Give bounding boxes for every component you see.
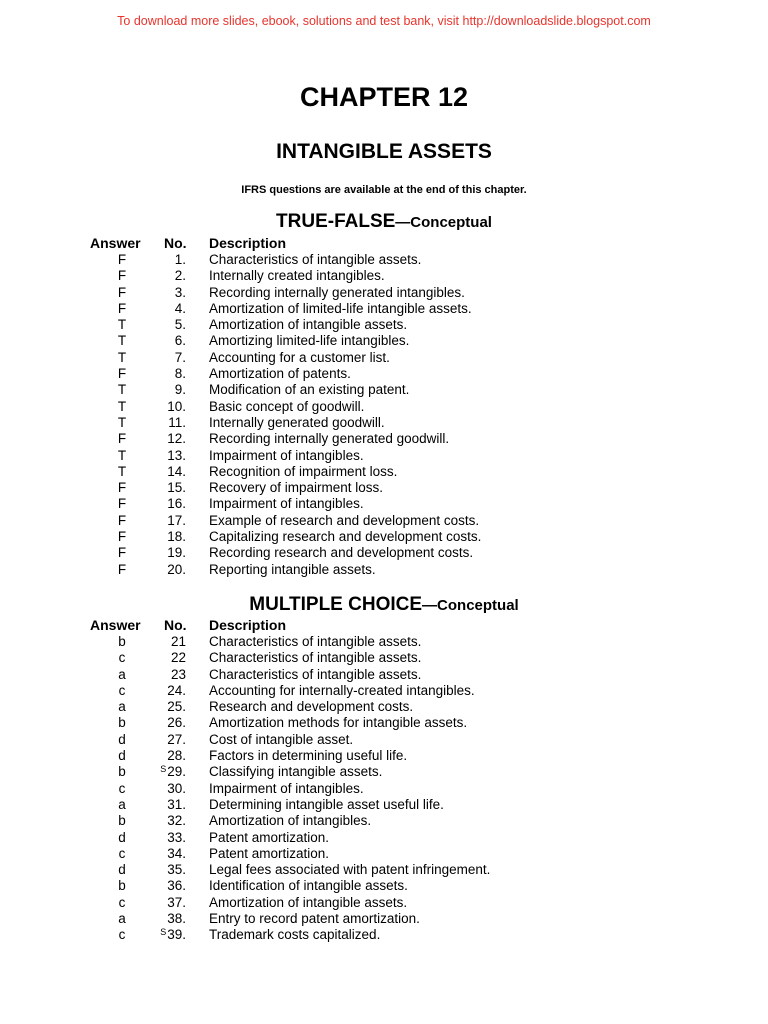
answer-cell: d — [118, 731, 126, 747]
question-number-cell — [140, 545, 186, 561]
table-row — [0, 846, 768, 862]
description-cell: Recording internally generated goodwill. — [209, 431, 450, 447]
question-number: 28. — [167, 748, 186, 764]
description-cell: Recovery of impairment loss. — [209, 480, 384, 496]
answer-cell: b — [118, 878, 126, 894]
description-header: Description — [209, 235, 287, 251]
question-number: 10. — [167, 398, 186, 414]
answer-cell: T — [117, 414, 127, 430]
table-row — [0, 268, 768, 284]
table-row — [0, 764, 768, 780]
description-cell: Capitalizing research and development costs. — [209, 529, 482, 545]
answer-cell: d — [118, 862, 126, 878]
description-cell: Accounting for a customer list. — [209, 349, 390, 365]
description-cell: Recording research and development costs. — [209, 545, 474, 561]
question-number: 36. — [167, 878, 186, 894]
table-row — [0, 748, 768, 764]
ifrs-note: IFRS questions are available at the end of this chapter. — [241, 184, 527, 196]
question-number-cell — [140, 634, 186, 650]
description-cell: Example of research and development costs. — [209, 512, 480, 528]
question-number: 11. — [168, 414, 186, 430]
answer-header: Answer — [90, 235, 141, 251]
table-row — [0, 797, 768, 813]
question-number-cell — [140, 448, 186, 464]
table-header — [0, 617, 768, 634]
answer-cell: c — [118, 650, 126, 666]
table-row — [0, 464, 768, 480]
answer-cell: a — [118, 666, 126, 682]
answer-cell: T — [117, 317, 127, 333]
question-number-cell — [140, 927, 186, 943]
table-row — [0, 634, 768, 650]
true-false-title: TRUE-FALSE — [276, 211, 396, 232]
table-row — [0, 781, 768, 797]
table-row — [0, 252, 768, 268]
description-cell: Factors in determining useful life. — [209, 748, 408, 764]
question-number: 27. — [167, 731, 186, 747]
description-cell: Amortization of limited-life intangible assets. — [209, 300, 472, 316]
true-false-table — [0, 235, 768, 578]
answer-cell: T — [117, 463, 127, 479]
multiple-choice-table — [0, 617, 768, 944]
table-row — [0, 699, 768, 715]
question-number: 37. — [167, 894, 186, 910]
supplement-marker: S — [160, 927, 167, 938]
answer-cell: F — [117, 252, 127, 267]
number-header: No. — [164, 235, 187, 251]
question-number-cell — [140, 562, 186, 578]
question-number: 25. — [167, 699, 186, 715]
question-number-cell — [140, 830, 186, 846]
answer-cell: c — [118, 780, 126, 796]
number-header: No. — [164, 617, 187, 633]
question-number: 8. — [174, 366, 186, 382]
table-row — [0, 683, 768, 699]
question-number: 24. — [167, 682, 186, 698]
answer-cell: d — [118, 748, 126, 764]
question-number-cell — [140, 862, 186, 878]
question-number: 20. — [167, 561, 186, 577]
answer-cell: b — [118, 715, 126, 731]
description-cell: Classifying intangible assets. — [209, 764, 383, 780]
chapter-title: CHAPTER 12 — [299, 82, 469, 112]
answer-cell: c — [118, 845, 126, 861]
answer-cell: a — [118, 911, 126, 927]
description-cell: Impairment of intangibles. — [209, 496, 364, 512]
description-cell: Characteristics of intangible assets. — [209, 634, 422, 649]
question-number-cell — [140, 285, 186, 301]
question-number: 18. — [167, 529, 186, 545]
question-number: 30. — [167, 780, 186, 796]
answer-cell: c — [118, 927, 126, 943]
question-number-cell — [140, 366, 186, 382]
multiple-choice-heading — [0, 594, 768, 616]
description-header: Description — [209, 617, 287, 633]
description-cell: Determining intangible asset useful life. — [209, 796, 444, 812]
answer-cell: F — [117, 496, 127, 512]
answer-cell: T — [117, 382, 127, 398]
answer-cell: F — [117, 480, 127, 496]
question-number: 17. — [167, 512, 186, 528]
table-row — [0, 562, 768, 578]
question-number: 21 — [170, 634, 186, 649]
description-cell: Characteristics of intangible assets. — [209, 252, 422, 267]
question-number-cell — [140, 513, 186, 529]
question-number-cell — [140, 529, 186, 545]
question-number: 34. — [167, 845, 186, 861]
answer-cell: F — [117, 545, 127, 561]
answer-cell: F — [117, 300, 127, 316]
question-number-cell — [140, 350, 186, 366]
table-row — [0, 285, 768, 301]
question-number-cell — [140, 781, 186, 797]
description-cell: Identification of intangible assets. — [209, 878, 408, 894]
table-row — [0, 830, 768, 846]
answer-cell: c — [118, 682, 126, 698]
table-row — [0, 650, 768, 666]
question-number: 22 — [170, 650, 186, 666]
question-number: 9. — [174, 382, 186, 398]
description-cell: Amortization methods for intangible assets. — [209, 715, 468, 731]
question-number-cell — [140, 748, 186, 764]
description-cell: Legal fees associated with patent infringement. — [209, 862, 491, 878]
question-number-cell — [140, 415, 186, 431]
download-banner: To download more slides, ebook, solutions and test bank, visit http://downloadslide.blogspot.com — [117, 14, 651, 28]
question-number-cell — [140, 496, 186, 512]
description-cell: Research and development costs. — [209, 699, 414, 715]
table-row — [0, 895, 768, 911]
question-number: 1. — [174, 252, 186, 267]
question-number: 19. — [167, 545, 186, 561]
answer-cell: d — [118, 829, 126, 845]
question-number: 29. — [167, 764, 186, 780]
true-false-subtitle: —Conceptual — [395, 214, 492, 231]
question-number: 15. — [167, 480, 186, 496]
question-number: 2. — [174, 268, 186, 284]
answer-cell: a — [118, 699, 126, 715]
question-number-cell — [140, 797, 186, 813]
answer-cell: F — [117, 431, 127, 447]
table-row — [0, 529, 768, 545]
description-cell: Trademark costs capitalized. — [209, 927, 381, 943]
question-number: 35. — [167, 862, 186, 878]
question-number: 23 — [170, 666, 186, 682]
answer-cell: F — [117, 512, 127, 528]
answer-cell: T — [117, 333, 127, 349]
answer-cell: T — [117, 398, 127, 414]
table-row — [0, 366, 768, 382]
answer-cell: F — [117, 561, 127, 577]
question-number: 14. — [167, 463, 186, 479]
question-number: 16. — [167, 496, 186, 512]
description-cell: Amortization of intangible assets. — [209, 894, 408, 910]
question-number: 32. — [167, 813, 186, 829]
table-row — [0, 496, 768, 512]
question-number-cell — [140, 667, 186, 683]
table-row — [0, 301, 768, 317]
question-number-cell — [140, 252, 186, 268]
question-number: 26. — [167, 715, 186, 731]
table-row — [0, 715, 768, 731]
description-cell: Patent amortization. — [209, 829, 330, 845]
question-number-cell — [140, 464, 186, 480]
description-cell: Reporting intangible assets. — [209, 561, 376, 577]
question-number: 12. — [167, 431, 186, 447]
description-cell: Impairment of intangibles. — [209, 780, 364, 796]
question-number: 39. — [167, 927, 186, 943]
table-row — [0, 317, 768, 333]
table-row — [0, 878, 768, 894]
question-number-cell — [140, 382, 186, 398]
question-number-cell — [140, 764, 186, 780]
answer-cell: F — [117, 284, 127, 300]
answer-cell: b — [118, 813, 126, 829]
answer-cell: F — [117, 366, 127, 382]
question-number-cell — [140, 317, 186, 333]
answer-cell: b — [118, 764, 126, 780]
question-number-cell — [140, 480, 186, 496]
chapter-subtitle: INTANGIBLE ASSETS — [276, 140, 492, 163]
question-number-cell — [140, 301, 186, 317]
table-row — [0, 350, 768, 366]
description-cell: Recognition of impairment loss. — [209, 463, 398, 479]
description-cell: Internally generated goodwill. — [209, 414, 385, 430]
description-cell: Entry to record patent amortization. — [209, 911, 420, 927]
table-row — [0, 927, 768, 943]
multiple-choice-title: MULTIPLE CHOICE — [249, 594, 423, 615]
question-number-cell — [140, 268, 186, 284]
description-cell: Amortizing limited-life intangibles. — [209, 333, 410, 349]
answer-cell: b — [118, 634, 126, 649]
table-row — [0, 415, 768, 431]
question-number: 4. — [174, 300, 186, 316]
answer-cell: T — [117, 349, 127, 365]
description-cell: Characteristics of intangible assets. — [209, 650, 422, 666]
table-row — [0, 545, 768, 561]
true-false-heading — [0, 211, 768, 233]
description-cell: Cost of intangible asset. — [209, 731, 354, 747]
answer-cell: T — [117, 447, 127, 463]
question-number: 5. — [174, 317, 186, 333]
description-cell: Amortization of intangible assets. — [209, 317, 408, 333]
table-row — [0, 480, 768, 496]
answer-cell: F — [117, 268, 127, 284]
table-row — [0, 732, 768, 748]
description-cell: Basic concept of goodwill. — [209, 398, 365, 414]
question-number-cell — [140, 732, 186, 748]
table-header — [0, 235, 768, 252]
question-number-cell — [140, 911, 186, 927]
multiple-choice-subtitle: —Conceptual — [422, 597, 519, 614]
question-number-cell — [140, 813, 186, 829]
table-row — [0, 667, 768, 683]
question-number-cell — [140, 699, 186, 715]
table-row — [0, 513, 768, 529]
question-number-cell — [140, 650, 186, 666]
description-cell: Internally created intangibles. — [209, 268, 385, 284]
answer-cell: F — [117, 529, 127, 545]
question-number-cell — [140, 333, 186, 349]
question-number: 6. — [174, 333, 186, 349]
description-cell: Impairment of intangibles. — [209, 447, 364, 463]
question-number: 38. — [167, 911, 186, 927]
table-row — [0, 399, 768, 415]
table-row — [0, 813, 768, 829]
question-number-cell — [140, 683, 186, 699]
description-cell: Characteristics of intangible assets. — [209, 666, 422, 682]
supplement-marker: S — [160, 764, 167, 775]
answer-header: Answer — [90, 617, 141, 633]
table-row — [0, 333, 768, 349]
description-cell: Modification of an existing patent. — [209, 382, 410, 398]
table-row — [0, 911, 768, 927]
question-number: 7. — [174, 349, 186, 365]
question-number: 13. — [167, 447, 186, 463]
question-number: 3. — [174, 284, 186, 300]
table-row — [0, 382, 768, 398]
table-row — [0, 448, 768, 464]
question-number-cell — [140, 715, 186, 731]
answer-cell: a — [118, 796, 126, 812]
question-number-cell — [140, 846, 186, 862]
question-number-cell — [140, 895, 186, 911]
description-cell: Accounting for internally-created intangibles. — [209, 682, 475, 698]
question-number-cell — [140, 399, 186, 415]
question-number: 33. — [167, 829, 186, 845]
question-number-cell — [140, 431, 186, 447]
description-cell: Amortization of intangibles. — [209, 813, 372, 829]
description-cell: Recording internally generated intangibles. — [209, 284, 465, 300]
description-cell: Amortization of patents. — [209, 366, 351, 382]
table-row — [0, 431, 768, 447]
description-cell: Patent amortization. — [209, 845, 330, 861]
question-number: 31. — [167, 796, 186, 812]
question-number-cell — [140, 878, 186, 894]
table-row — [0, 862, 768, 878]
answer-cell: c — [118, 894, 126, 910]
